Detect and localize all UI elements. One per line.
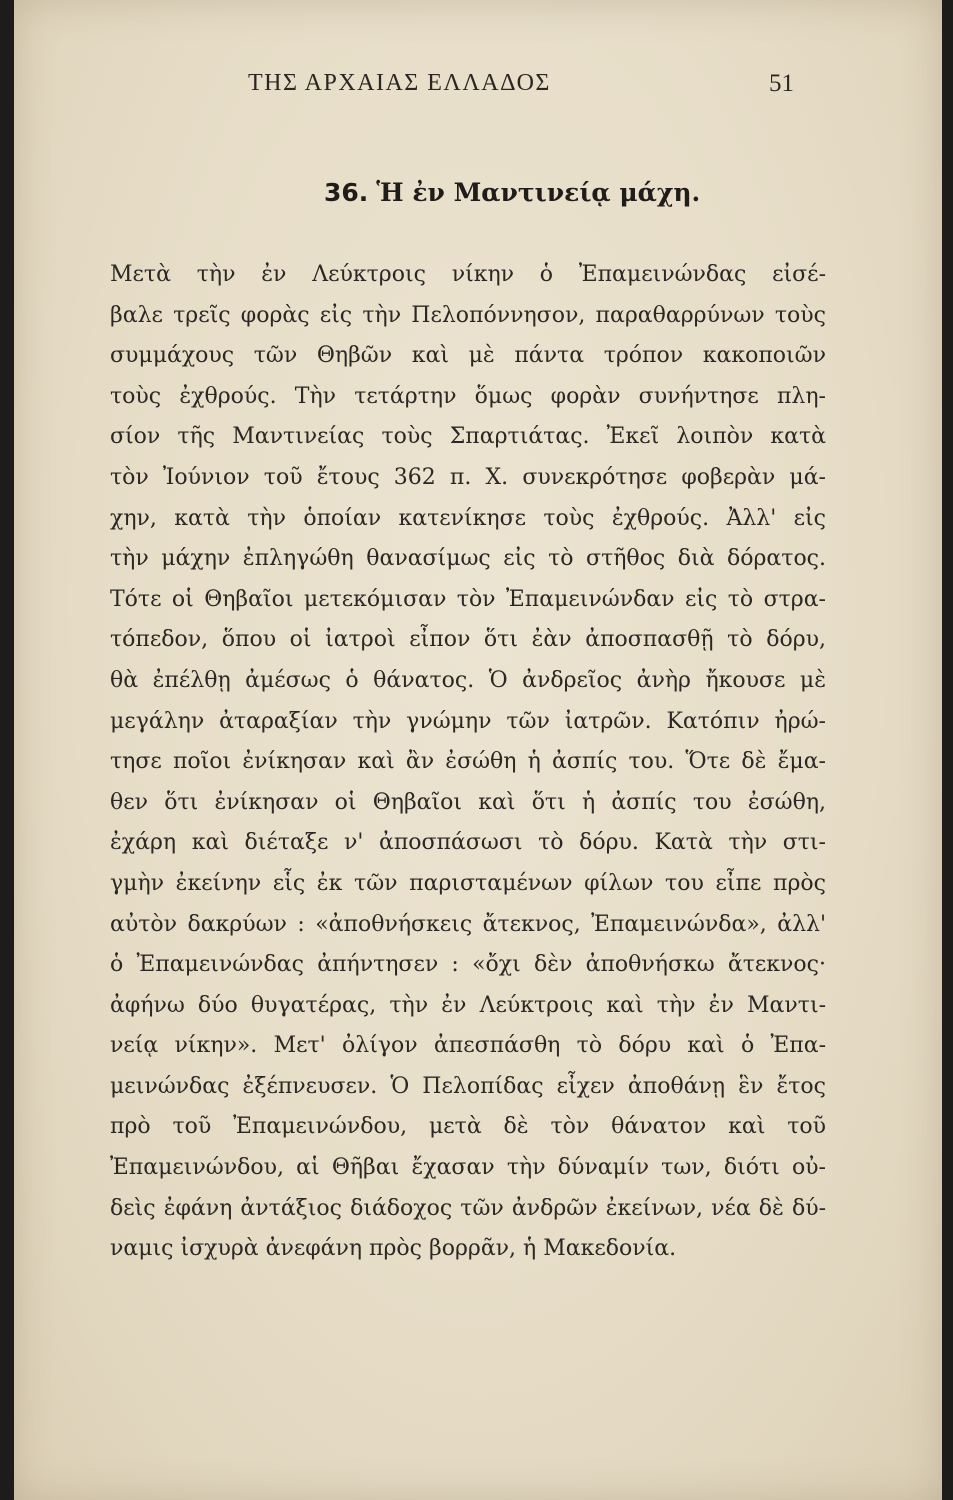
text-line: σίον τῆς Μαντινείας τοὺς Σπαρτιάτας. Ἐκεῖ λοιπὸν κατὰ — [110, 424, 826, 450]
text-line: τοὺς ἐχθρούς. Τὴν τετάρτην ὅμως φορὰν συνήντησε πλη- — [110, 383, 826, 409]
text-line: Ἐπαμεινώνδου, αἱ Θῆβαι ἔχασαν τὴν δύναμίν των, διότι οὐ- — [110, 1155, 826, 1181]
text-line: Τότε οἱ Θηβαῖοι μετεκόμισαν τὸν Ἐπαμεινώνδαν εἰς τὸ στρα- — [110, 586, 826, 612]
text-line: βαλε τρεῖς φορὰς εἰς τὴν Πελοπόννησον, παραθαρρύνων τοὺς — [110, 302, 826, 328]
text-line: πρὸ τοῦ Ἐπαμεινώνδου, μετὰ δὲ τὸν θάνατον καὶ τοῦ — [110, 1114, 826, 1140]
text-line: θὰ ἐπέλθῃ ἀμέσως ὁ θάνατος. Ὁ ἀνδρεῖος ἀνὴρ ἤκουσε μὲ — [110, 667, 826, 693]
text-line: αὐτὸν δακρύων : «ἀποθνήσκεις ἄτεκνος, Ἐπαμεινώνδα», ἀλλ' — [110, 911, 826, 937]
text-line: τησε ποῖοι ἐνίκησαν καὶ ἂν ἐσώθη ἡ ἀσπίς του. Ὅτε δὲ ἔμα- — [110, 749, 826, 775]
page-header — [14, 70, 942, 102]
text-line: τὸν Ἰούνιον τοῦ ἔτους 362 π. Χ. συνεκρότησε φοβερὰν μά- — [110, 464, 826, 490]
section-title: Ἡ ἐν Μαντινείᾳ μάχη. — [376, 178, 701, 207]
text-line: ἐχάρη καὶ διέταξε ν' ἀποσπάσωσι τὸ δόρυ. Κατὰ τὴν στι- — [110, 830, 826, 856]
text-line: τόπεδον, ὅπου οἱ ἰατροὶ εἶπον ὅτι ἐὰν ἀποσπασθῇ τὸ δόρυ, — [110, 627, 826, 653]
section-heading — [324, 178, 700, 207]
text-line: τὴν μάχην ἐπληγώθη θανασίμως εἰς τὸ στῆθος διὰ δόρατος. — [110, 546, 826, 572]
text-line: χην, κατὰ τὴν ὁποίαν κατενίκησε τοὺς ἐχθρούς. Ἀλλ' εἰς — [110, 505, 826, 531]
text-line: συμμάχους τῶν Θηβῶν καὶ μὲ πάντα τρόπον κακοποιῶν — [110, 343, 826, 369]
section-number: 36. — [324, 178, 369, 207]
text-line: δεὶς ἐφάνη ἀντάξιος διάδοχος τῶν ἀνδρῶν ἐκείνων, νέα δὲ δύ- — [110, 1195, 826, 1221]
text-line: ὁ Ἐπαμεινώνδας ἀπήντησεν : «ὄχι δὲν ἀποθνήσκω ἄτεκνος· — [110, 952, 826, 978]
text-line: Μετὰ τὴν ἐν Λεύκτροις νίκην ὁ Ἐπαμεινώνδας εἰσέ- — [110, 262, 826, 287]
text-line: ναμις ἰσχυρὰ ἀνεφάνη πρὸς βορρᾶν, ἡ Μακεδονία. — [110, 1236, 677, 1262]
text-line: νείᾳ νίκην». Μετ' ὀλίγον ἀπεσπάσθη τὸ δόρυ καὶ ὁ Ἐπα- — [110, 1033, 826, 1059]
running-title: ΤΗΣ ΑΡΧΑΙΑΣ ΕΛΛΑΔΟΣ — [248, 70, 551, 96]
text-line: γμὴν ἐκείνην εἷς ἐκ τῶν παρισταμένων φίλων του εἶπε πρὸς — [110, 870, 826, 896]
text-line: θεν ὅτι ἐνίκησαν οἱ Θηβαῖοι καὶ ὅτι ἡ ἀσπίς του ἐσώθη, — [110, 789, 826, 815]
page-number: 51 — [769, 70, 794, 97]
text-line: ἀφήνω δύο θυγατέρας, τὴν ἐν Λεύκτροις καὶ τὴν ἐν Μαντι- — [110, 992, 826, 1018]
body-paragraph — [110, 255, 826, 1270]
text-line: μεινώνδας ἐξέπνευσεν. Ὁ Πελοπίδας εἶχεν ἀποθάνῃ ἓν ἔτος — [110, 1073, 826, 1099]
book-page — [14, 0, 942, 1500]
text-line: μεγάλην ἀταραξίαν τὴν γνώμην τῶν ἰατρῶν. Κατόπιν ἠρώ- — [110, 708, 826, 734]
